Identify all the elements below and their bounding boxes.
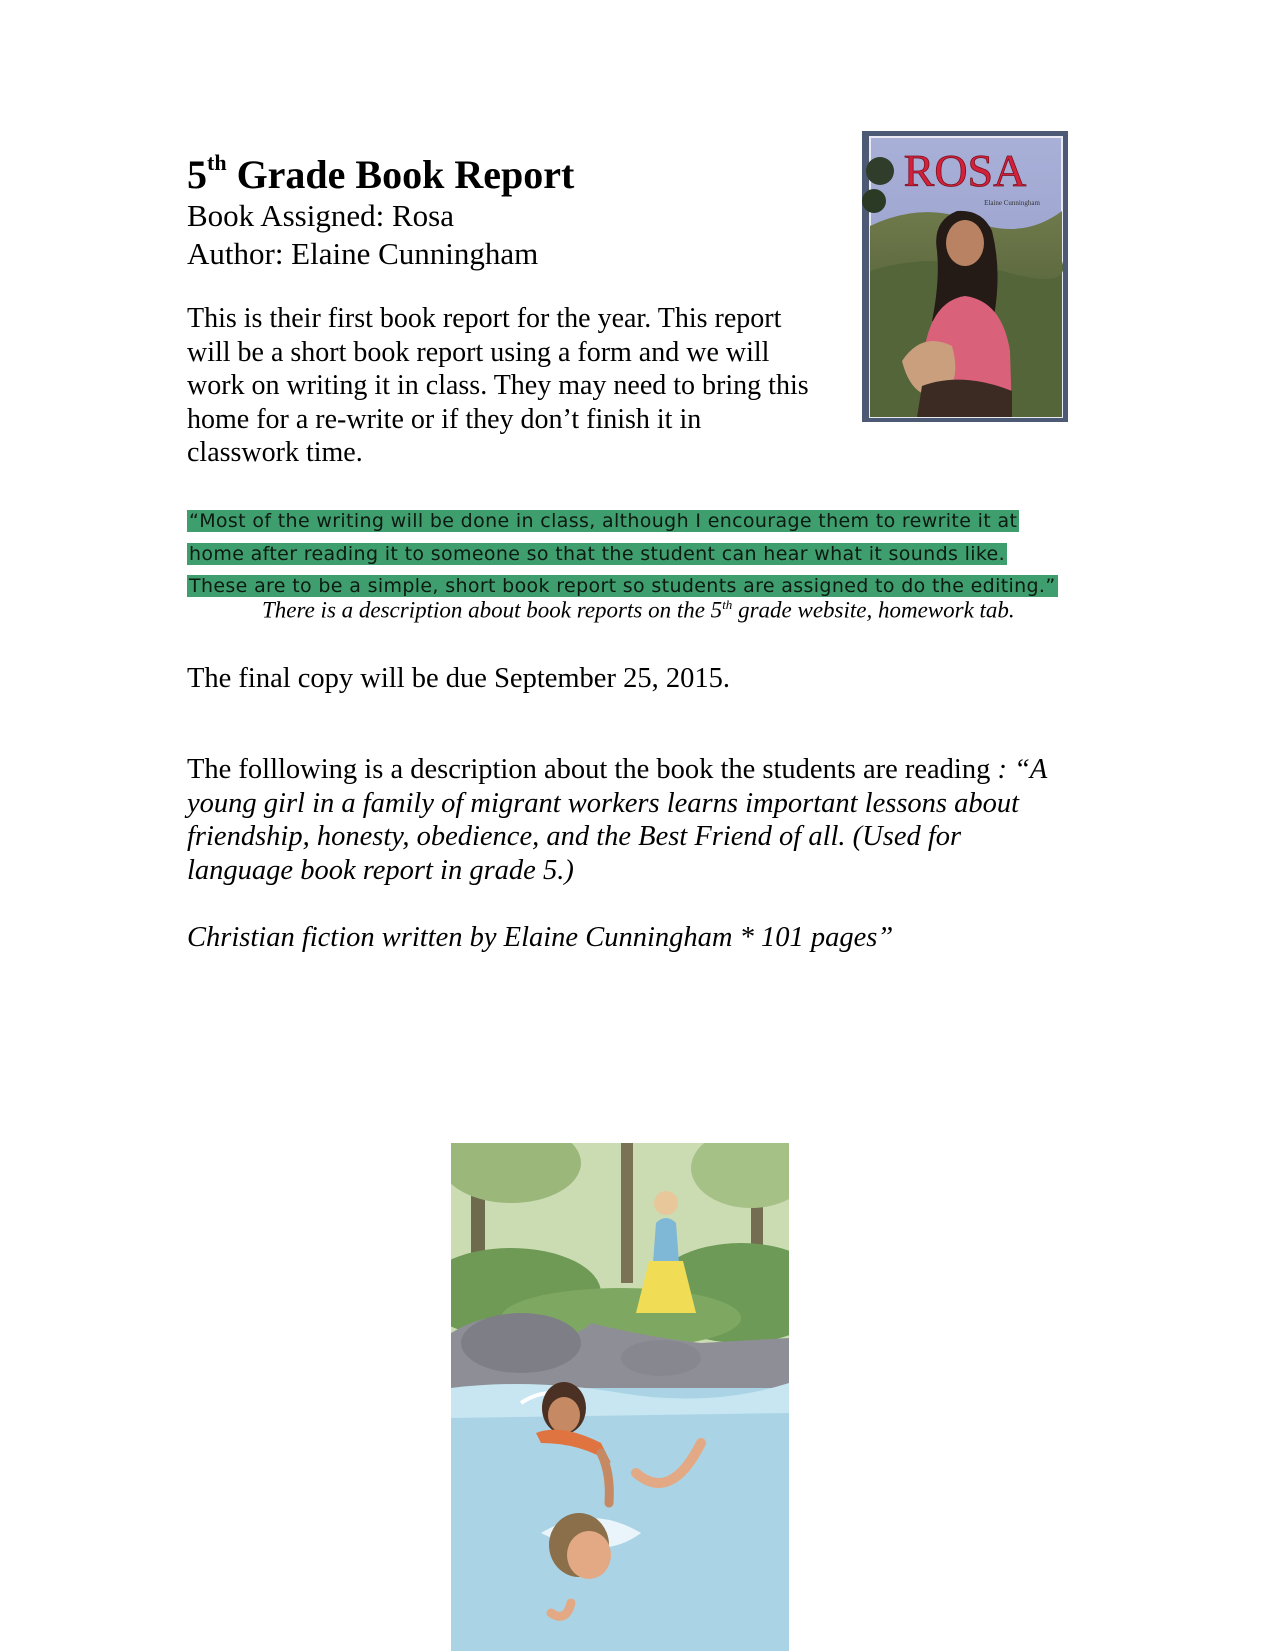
- cover-author: Elaine Cunningham: [984, 199, 1040, 207]
- due-date: The final copy will be due September 25, 2015.: [187, 663, 730, 694]
- author-line: Author: Elaine Cunningham: [187, 236, 539, 271]
- page-title: 5th Grade Book Report: [187, 150, 575, 197]
- book-summary-line: Christian fiction written by Elaine Cunningham * 101 pages”: [187, 922, 894, 953]
- website-note: There is a description about book reports on the 5th grade website, homework tab.: [262, 597, 1015, 623]
- intro-paragraph: This is their first book report for the year. This report will be a short book report using a form and we will work on writing it in class. They may need to bring this home for a re-write or if they don’t finish it in classwork time.: [187, 303, 809, 468]
- book-assigned: Book Assigned: Rosa: [187, 198, 454, 233]
- cover-title: ROSA: [903, 145, 1027, 196]
- highlighted-quote: “Most of the writing will be done in class, although I encourage them to rewrite it at home after reading it to someone so that the student can hear what it sounds like. These are to be a simple, short book report so students are assigned to do the editing.”: [189, 510, 1056, 597]
- book-cover-image: [862, 131, 1068, 422]
- book-description: The folllowing is a description about the book the students are reading : “A young girl in a family of migrant workers learns important lessons about friendship, honesty, obedience, and the Best Friend of all. (Used for language book report in grade 5.): [187, 754, 1048, 886]
- story-illustration: [451, 1143, 789, 1651]
